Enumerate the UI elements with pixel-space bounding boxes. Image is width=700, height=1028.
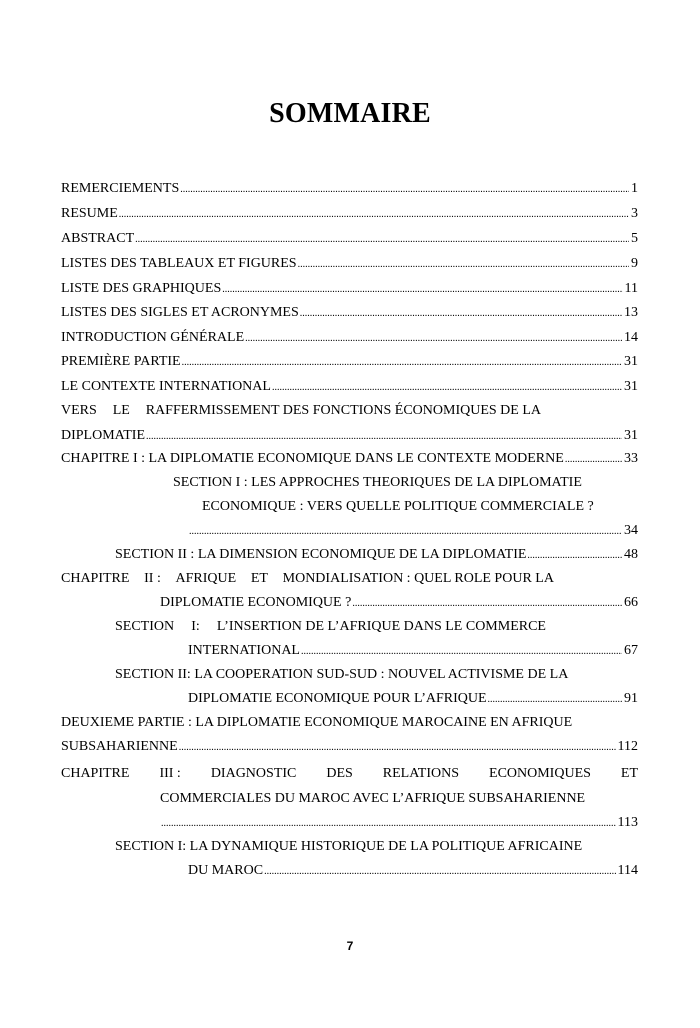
toc-entry-abstract[interactable] — [61, 230, 638, 248]
toc-page-number: 11 — [624, 281, 638, 296]
toc-entry-text: III : — [159, 766, 181, 781]
toc-entry-text: ECONOMIQUES — [489, 766, 591, 781]
toc-page-number: 91 — [624, 691, 638, 706]
toc-entry-text: DIPLOMATIE — [61, 428, 145, 443]
toc-entry-text: DIAGNOSTIC — [210, 766, 297, 781]
toc-entry-section-sud-sud-line1[interactable] — [115, 666, 568, 684]
toc-entry-text: ABSTRACT — [61, 231, 135, 246]
toc-page-number: 31 — [624, 354, 638, 369]
toc-entry-premiere-partie[interactable] — [61, 353, 638, 371]
toc-entry-text: VERS — [61, 403, 97, 418]
toc-entry-text: INTRODUCTION GÉNÉRALE — [61, 330, 245, 345]
toc-entry-section-sud-sud-line2[interactable] — [188, 690, 638, 708]
toc-entry-text: AFRIQUE — [175, 571, 237, 586]
page-number: 7 — [346, 939, 354, 953]
toc-entry-text: REMERCIEMENTS — [61, 181, 180, 196]
toc-entry-chapitre-1[interactable] — [61, 450, 638, 468]
toc-entry-text: COMMERCIALES DU MAROC AVEC L’AFRIQUE SUBSAHARIENNE — [160, 791, 586, 806]
toc-entry-text: L’INSERTION DE L’AFRIQUE DANS LE COMMERCE — [216, 619, 546, 634]
toc-entry-text: INTERNATIONAL — [188, 643, 300, 658]
toc-entry-text: RESUME — [61, 206, 118, 221]
toc-page-number: 9 — [631, 256, 638, 271]
toc-entry-section-insertion-line1[interactable] — [115, 618, 546, 636]
toc-entry-section-1-line1[interactable] — [173, 474, 582, 492]
toc-entry-tableaux[interactable] — [61, 255, 638, 273]
toc-page-number: 13 — [624, 305, 638, 320]
toc-entry-text: DEUXIEME PARTIE : LA DIPLOMATIE ECONOMIQUE MAROCAINE EN AFRIQUE — [61, 715, 573, 730]
toc-page-number: 114 — [617, 863, 638, 878]
toc-entry-text: SECTION II : LA DIMENSION ECONOMIQUE DE LA DIPLOMATIE — [115, 547, 527, 562]
toc-entry-text: MONDIALISATION : QUEL ROLE POUR LA — [282, 571, 554, 586]
toc-entry-resume[interactable] — [61, 205, 638, 223]
toc-entry-remerciements[interactable] — [61, 180, 638, 198]
toc-entry-text: LISTES DES SIGLES ET ACRONYMES — [61, 305, 299, 320]
toc-page-number: 34 — [624, 523, 638, 538]
toc-entry-text: SECTION II: LA COOPERATION SUD-SUD : NOUVEL ACTIVISME DE LA — [115, 667, 569, 682]
toc-entry-text: ET — [620, 766, 638, 781]
toc-entry-text: SUBSAHARIENNE — [61, 739, 178, 754]
toc-entry-text: LISTE DES GRAPHIQUES — [61, 281, 222, 296]
toc-entry-section-dynamique-line1[interactable] — [115, 838, 582, 856]
toc-entry-section-dynamique-line2[interactable] — [188, 862, 638, 880]
toc-entry-text: ET — [250, 571, 268, 586]
toc-entry-text: DU MAROC — [188, 863, 264, 878]
toc-page-number: 66 — [624, 595, 638, 610]
toc-entry-text: SECTION I: LA DYNAMIQUE HISTORIQUE DE LA POLITIQUE AFRICAINE — [115, 839, 583, 854]
toc-entry-section-insertion-line2[interactable] — [188, 642, 638, 660]
toc-entry-raffermissement-line2[interactable] — [61, 427, 638, 445]
toc-entry-text: CHAPITRE I : LA DIPLOMATIE ECONOMIQUE DANS LE CONTEXTE MODERNE — [61, 451, 564, 466]
toc-entry-text: DES — [326, 766, 353, 781]
toc-entry-chapitre-2-line1[interactable] — [61, 570, 554, 588]
toc-entry-section-1-line2[interactable] — [202, 498, 594, 516]
toc-page-number: 67 — [624, 643, 638, 658]
toc-page-number: 112 — [617, 739, 638, 754]
toc-entry-introduction[interactable] — [61, 329, 638, 347]
page-title: SOMMAIRE — [269, 98, 431, 129]
toc-entry-deuxieme-partie-line2[interactable] — [61, 738, 638, 756]
toc-entry-contexte[interactable] — [61, 378, 638, 396]
toc-page-number: 48 — [624, 547, 638, 562]
toc-entry-text: RELATIONS — [382, 766, 460, 781]
toc-entry-text: CHAPITRE — [61, 571, 130, 586]
toc-entry-text: PREMIÈRE PARTIE — [61, 354, 181, 369]
toc-entry-graphiques[interactable] — [61, 280, 638, 298]
toc-entry-text: ECONOMIQUE : VERS QUELLE POLITIQUE COMMERCIALE ? — [202, 499, 594, 514]
toc-entry-raffermissement-line1[interactable] — [61, 402, 541, 420]
toc-entry-sigles[interactable] — [61, 304, 638, 322]
toc-entry-chapitre-3-line3[interactable] — [160, 814, 638, 832]
toc-page-number: 14 — [624, 330, 638, 345]
toc-page-number: 113 — [617, 815, 638, 830]
toc-entry-text: CHAPITRE — [61, 766, 130, 781]
toc-entry-text: DIPLOMATIE ECONOMIQUE POUR L’AFRIQUE — [188, 691, 487, 706]
toc-page-number: 31 — [624, 379, 638, 394]
toc-entry-text: LE CONTEXTE INTERNATIONAL — [61, 379, 271, 394]
toc-entry-text: LISTES DES TABLEAUX ET FIGURES — [61, 256, 297, 271]
toc-page-number: 33 — [624, 451, 638, 466]
toc-entry-chapitre-3-line1[interactable] — [61, 765, 638, 783]
toc-entry-text: SECTION — [115, 619, 175, 634]
toc-entry-chapitre-2-line2[interactable] — [160, 594, 638, 612]
toc-entry-chapitre-3-line2[interactable] — [160, 790, 585, 808]
toc-entry-section-1-line3[interactable] — [188, 522, 638, 540]
toc-entry-text: DIPLOMATIE ECONOMIQUE ? — [160, 595, 352, 610]
toc-entry-section-2[interactable] — [115, 546, 638, 564]
toc-page-number: 31 — [624, 428, 638, 443]
toc-page-number: 1 — [631, 181, 638, 196]
toc-entry-deuxieme-partie-line1[interactable] — [61, 714, 572, 732]
toc-entry-text: I: — [191, 619, 200, 634]
toc-entry-text: SECTION I : LES APPROCHES THEORIQUES DE LA DIPLOMATIE — [173, 475, 582, 490]
toc-entry-text: LE — [112, 403, 130, 418]
toc-page-number: 5 — [631, 231, 638, 246]
toc-entry-text: RAFFERMISSEMENT DES FONCTIONS ÉCONOMIQUES DE LA — [145, 403, 541, 418]
toc-page-number: 3 — [631, 206, 638, 221]
toc-entry-text: II : — [144, 571, 161, 586]
